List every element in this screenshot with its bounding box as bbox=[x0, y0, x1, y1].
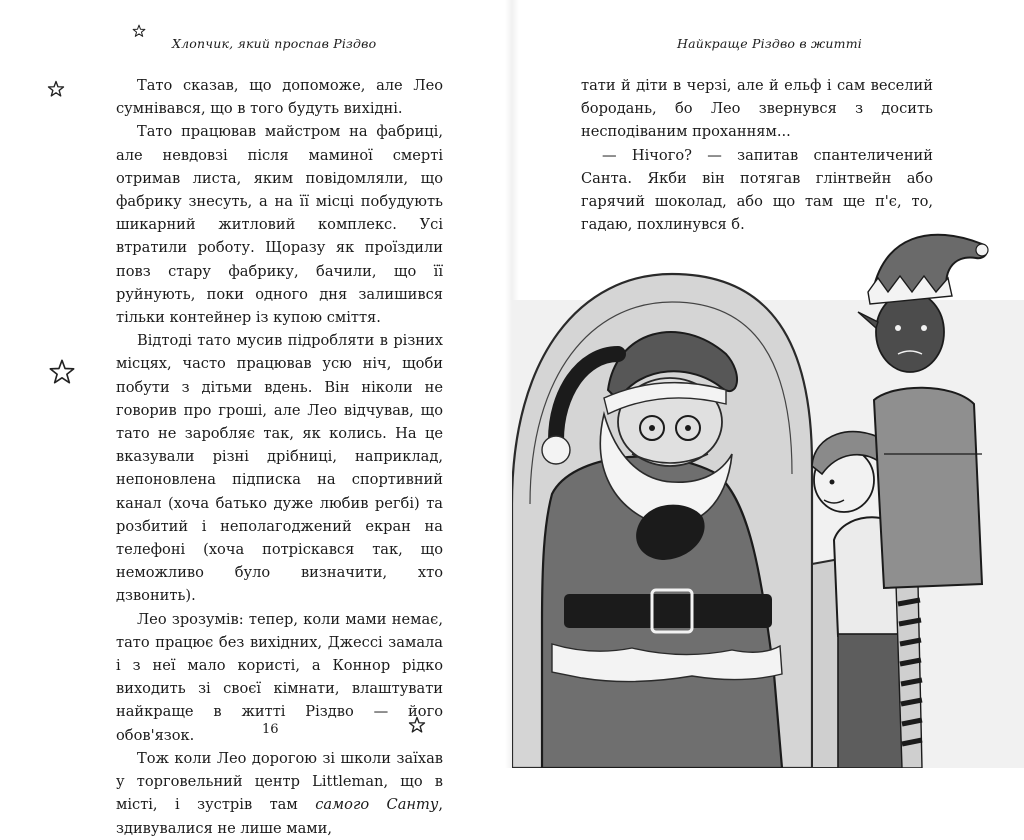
paragraph: тати й діти в черзі, але й ельф і сам веселий бородань, бо Лео звернувся з досить несподіваним проханням... bbox=[581, 77, 933, 141]
paragraph-text: , здивувалися не лише мами, bbox=[116, 796, 443, 837]
right-page bbox=[512, 0, 1024, 768]
page-number: 16 bbox=[262, 722, 279, 737]
emphasized-text: самого Санту bbox=[315, 796, 439, 814]
left-page-body bbox=[116, 74, 443, 840]
elf-tunic bbox=[874, 388, 982, 588]
paragraph: Лео зрозумів: тепер, коли мами немає, тато працює без вихідних, Джессі замала і з неї мало користі, а Коннор рідко виходить зі своєї кімнати, влаштувати найкраще в житті Різдво — його обов'язок. bbox=[116, 610, 443, 744]
paragraph: — Нічого? — запитав спантеличений Санта. Якби він потягав глінтвейн або гарячий шоколад, або що там ще п'є, то, гадаю, похлинувся б. bbox=[581, 146, 933, 234]
santa-pompom bbox=[542, 436, 570, 464]
santa-elf-boy-illustration bbox=[512, 204, 1024, 768]
paragraph: Тато сказав, що допоможе, але Лео сумнівався, що в того будуть вихідні. bbox=[116, 77, 443, 118]
star-icon bbox=[132, 24, 146, 38]
paragraph: Тато працював майстром на фабриці, але невдовзі після маминої смерті отримав листа, яким повідомляли, що фабрику знесуть, а на її місці побудують шикарний житловий комплекс. Усі втратили роботу. Щоразу як проїздили повз стару фабрику, бачили, що її руйнують, поки одного дня залишився тільки контейнер із купою сміття. bbox=[116, 123, 443, 327]
paragraph-text: Тож коли Лео дорогою зі школи заїхав у торговельний центр Littleman, що в місті, і зустрів там bbox=[116, 749, 443, 814]
left-page bbox=[0, 0, 512, 837]
elf-face bbox=[876, 292, 944, 372]
star-icon bbox=[47, 80, 65, 98]
running-head-left: Хлопчик, який проспав Різдво bbox=[172, 36, 377, 51]
santa-belt bbox=[564, 594, 772, 628]
paragraph bbox=[116, 747, 443, 840]
paragraph: Відтоді тато мусив підробляти в різних місцях, часто працював усю ніч, щоби побути з дітьми вдень. Він ніколи не говорив про гроші, але Лео відчував, що тато не заробляє так, як колись. На це вказували різні дрібниці, наприклад, непоновлена підписка на спортивний канал (хоча батько дуже любив регбі) та розбитий і неполагоджений екран на телефоні (хоча потріскався так, що неможливо було визначити, хто дзвонить). bbox=[116, 332, 443, 605]
star-icon bbox=[48, 358, 76, 386]
running-head-right: Найкраще Різдво в житті bbox=[677, 36, 862, 51]
